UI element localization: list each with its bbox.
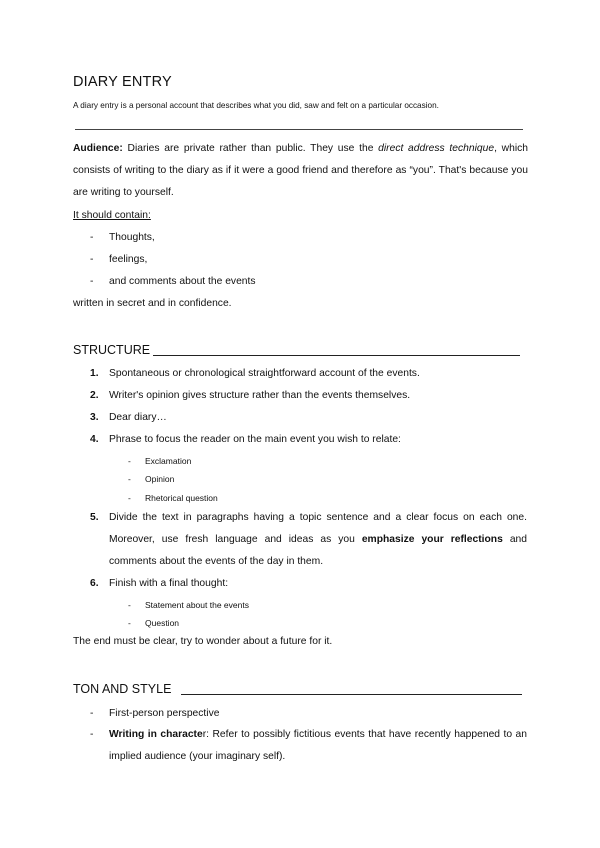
contain-item: Thoughts, (109, 232, 155, 243)
structure-closing: The end must be clear, try to wonder about a future for it. (73, 636, 333, 647)
structure-item: Writer's opinion gives structure rather than the events themselves. (109, 390, 411, 401)
structure-item: Spontaneous or chronological straightforward account of the events. (109, 368, 420, 379)
ton-heading: TON AND STYLE (73, 682, 172, 696)
list-number: 5. (90, 512, 99, 523)
sub-bullet-dash: - (128, 474, 131, 484)
structure-item-paragraph (109, 507, 527, 573)
bullet-dash: - (90, 729, 94, 740)
contain-heading: It should contain: (73, 210, 151, 221)
list-number: 6. (90, 578, 99, 589)
list-number: 1. (90, 368, 99, 379)
intro-divider (75, 129, 523, 130)
ton-item-bold: Writing in characte (109, 729, 203, 740)
sub-bullet-dash: - (128, 456, 131, 466)
structure-item-bold: emphasize your reflections (361, 534, 503, 545)
audience-text-2: , which consists of writing to the diary as if it were a good friend and therefore as “you”. That's because you are writing to yourself. (73, 143, 528, 198)
contain-item: feelings, (109, 254, 148, 265)
bullet-dash: - (90, 276, 94, 287)
structure-item: Phrase to focus the reader on the main event you wish to relate: (109, 434, 401, 445)
intro-text: A diary entry is a personal account that describes what you did, saw and felt on a particular occasion. (73, 101, 439, 110)
bullet-dash: - (90, 708, 94, 719)
structure-subitem: Statement about the events (145, 600, 249, 610)
contain-item: and comments about the events (109, 276, 256, 287)
structure-heading-line (153, 355, 520, 356)
structure-item: Finish with a final thought: (109, 578, 229, 589)
audience-paragraph (73, 138, 528, 204)
ton-item-paragraph (109, 724, 527, 768)
structure-item-text-2: and comments about the events of the day in them. (109, 534, 527, 567)
list-number: 3. (90, 412, 99, 423)
ton-item: First-person perspective (109, 708, 220, 719)
structure-subitem: Exclamation (145, 456, 192, 466)
bullet-dash: - (90, 254, 94, 265)
page-title: DIARY ENTRY (73, 74, 172, 90)
list-number: 2. (90, 390, 99, 401)
ton-heading-line (181, 694, 522, 695)
list-number: 4. (90, 434, 99, 445)
bullet-dash: - (90, 232, 94, 243)
structure-heading: STRUCTURE (73, 343, 151, 357)
audience-label: Audience: (73, 143, 123, 154)
audience-text-1: Diaries are private rather than public. They use the (122, 143, 379, 154)
contain-closing: written in secret and in confidence. (73, 298, 232, 309)
structure-item: Dear diary… (109, 412, 167, 423)
sub-bullet-dash: - (128, 600, 131, 610)
structure-subitem: Opinion (145, 474, 175, 484)
structure-subitem: Question (145, 618, 180, 628)
structure-subitem: Rhetorical question (145, 493, 218, 503)
ton-item-text: r: Refer to possibly fictitious events that have recently happened to an implied audience (your imaginary self). (109, 729, 527, 762)
audience-emphasis: direct address technique (378, 143, 495, 154)
sub-bullet-dash: - (128, 493, 131, 503)
sub-bullet-dash: - (128, 618, 131, 628)
structure-item-text-1: Divide the text in paragraphs having a topic sentence and a clear focus on each one. Moreover, use fresh language and ideas as you (109, 512, 527, 545)
